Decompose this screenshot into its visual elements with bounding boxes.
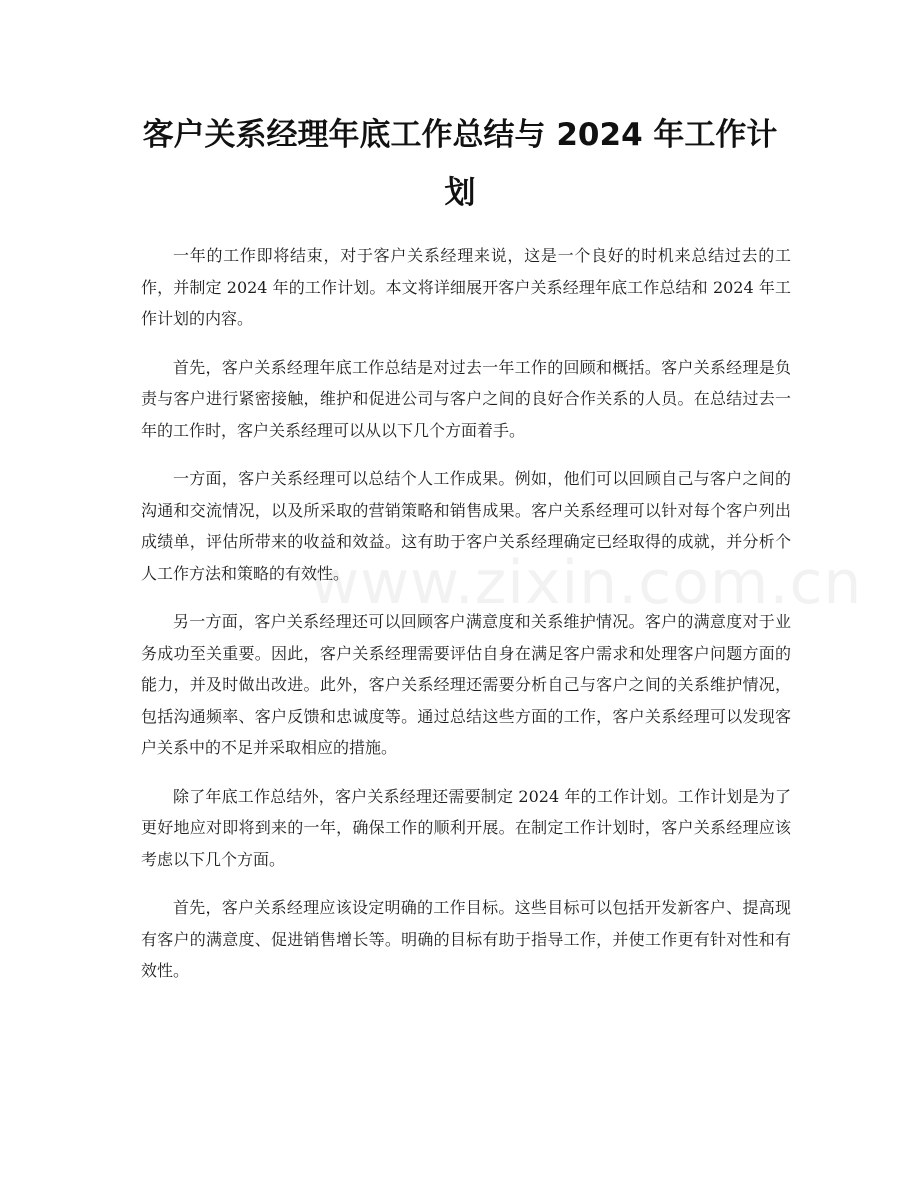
paragraph-customer-satisfaction: 另一方面，客户关系经理还可以回顾客户满意度和关系维护情况。客户的满意度对于业务成功至关重要。因此，客户关系经理需要评估自身在满足客户需求和处理客户问题方面的能力，并及时做出改进。此外，客户关系经理还需要分析自己与客户之间的关系维护情况，包括沟通频率、客户反馈和忠诚度等。通过总结这些方面的工作，客户关系经理可以发现客户关系中的不足并采取相应的措施。 [141, 612, 791, 757]
watermark: www.zixin.com.cn [310, 548, 863, 618]
paragraph-goals: 首先，客户关系经理应该设定明确的工作目标。这些目标可以包括开发新客户、提高现有客户的满意度、促进销售增长等。明确的目标有助于指导工作，并使工作更有针对性和有效性。 [141, 898, 791, 980]
document-body [141, 240, 791, 1004]
paragraph-personal-results: 一方面，客户关系经理可以总结个人工作成果。例如，他们可以回顾自己与客户之间的沟通和交流情况，以及所采取的营销策略和销售成果。客户关系经理可以针对每个客户列出成绩单，评估所带来的收益和效益。这有助于客户关系经理确定已经取得的成就，并分析个人工作方法和策略的有效性。 [141, 469, 791, 583]
paragraph-summary-overview: 首先，客户关系经理年底工作总结是对过去一年工作的回顾和概括。客户关系经理是负责与客户进行紧密接触，维护和促进公司与客户之间的良好合作关系的人员。在总结过去一年的工作时，客户关系经理可以从以下几个方面着手。 [141, 357, 791, 440]
paragraph-intro: 一年的工作即将结束，对于客户关系经理来说，这是一个良好的时机来总结过去的工作，并制定 2024 年的工作计划。本文将详细展开客户关系经理年底工作总结和 2024 年工作计划的内容。 [141, 246, 791, 328]
document-title: 客户关系经理年底工作总结与 2024 年工作计划 [142, 117, 778, 211]
paragraph-plan-overview: 除了年底工作总结外，客户关系经理还需要制定 2024 年的工作计划。工作计划是为了更好地应对即将到来的一年，确保工作的顺利开展。在制定工作计划时，客户关系经理应该考虑以下几个方面。 [141, 786, 791, 869]
